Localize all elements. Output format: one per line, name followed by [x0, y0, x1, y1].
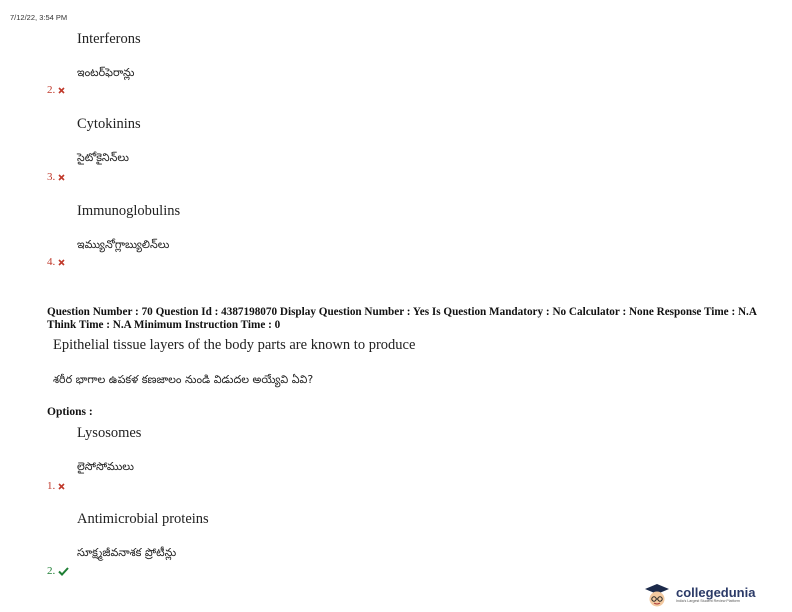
option-text-te: ఇమ్యునోగ్లాబ్యులిన్‌లు [77, 238, 170, 251]
option-number-label: 1. [47, 480, 56, 492]
question-text-en: Epithelial tissue layers of the body parts are known to produce [53, 337, 416, 353]
option-text-te: సూక్ష్మజీవనాశక ప్రోటీన్లు [77, 546, 177, 559]
option-number-label: 3. [47, 171, 56, 183]
correct-check-icon [58, 567, 69, 576]
print-timestamp: 7/12/22, 3:54 PM [10, 13, 68, 22]
option-number [47, 256, 65, 268]
wrong-cross-icon [58, 259, 65, 266]
option-number [47, 480, 65, 492]
logo-name: collegedunia [676, 585, 756, 600]
option-text-en: Cytokinins [77, 116, 141, 132]
question-meta: Question Number : 70 Question Id : 4387198070 Display Question Number : Yes Is Question Mandatory : No Calculator : None Response Time : N.A Think Time : N.A Minimum Instruction Time : 0 [47, 306, 757, 331]
wrong-cross-icon [58, 87, 65, 94]
option-text-te: లైసోసోములు [77, 460, 134, 473]
options-label: Options : [47, 406, 93, 418]
wrong-cross-icon [58, 483, 65, 490]
option-text-te: సైటోకైనిన్‌లు [77, 151, 129, 164]
option-text-en: Immunoglobulins [77, 203, 181, 219]
option-number [47, 171, 65, 183]
wrong-cross-icon [58, 174, 65, 181]
option-text-en: Antimicrobial proteins [77, 511, 209, 527]
option-number [47, 565, 69, 577]
option-text-en: Lysosomes [77, 425, 142, 441]
mascot-icon [642, 582, 672, 608]
option-text-en: Interferons [77, 31, 141, 47]
collegedunia-logo [642, 582, 755, 608]
logo-tagline: India's Largest Student Review Platform [676, 599, 740, 603]
option-number-label: 2. [47, 565, 56, 577]
question-text-te: శరీర భాగాల ఉపకళ కణజాలం నుండి విడుదల అయ్యేవి ఏవి? [53, 373, 314, 386]
option-number-label: 2. [47, 84, 56, 96]
option-number-label: 4. [47, 256, 56, 268]
option-number [47, 84, 65, 96]
option-text-te: ఇంటర్‌ఫెరాన్లు [77, 66, 135, 79]
